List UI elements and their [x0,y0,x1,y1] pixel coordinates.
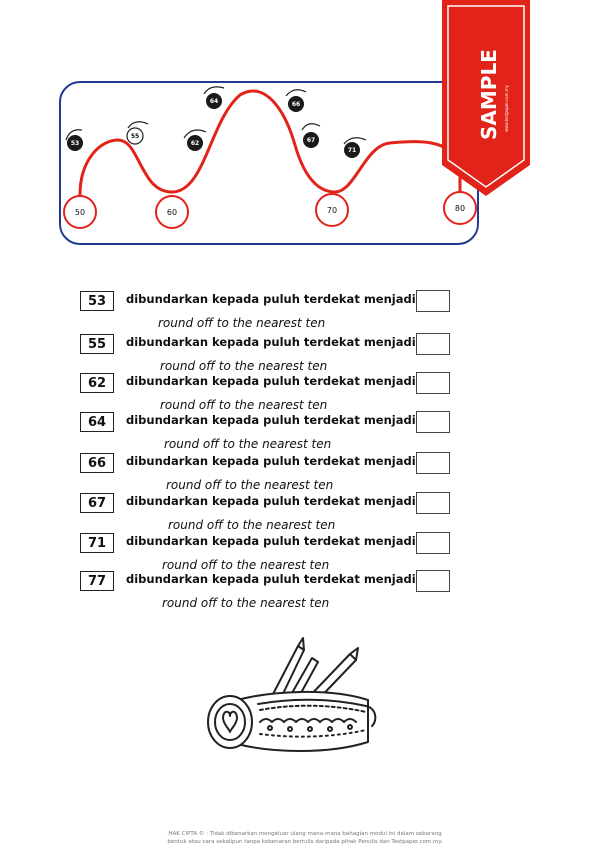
answer-box[interactable] [416,290,450,312]
ball-53 [66,130,83,151]
bubble-label: 80 [454,204,466,213]
number-box: 64 [80,412,114,432]
ball-66 [286,90,306,112]
answer-box[interactable] [416,333,450,355]
english-instruction: round off to the nearest ten [162,596,330,610]
malay-instruction: dibundarkan kepada puluh terdekat menjadi [126,454,416,468]
exercise-row [80,372,460,412]
malay-instruction: dibundarkan kepada puluh terdekat menjadi [126,335,416,349]
english-instruction: round off to the nearest ten [162,558,330,572]
ball-64 [204,87,224,109]
english-instruction: round off to the nearest ten [168,518,336,532]
ball-label: 55 [130,133,140,140]
answer-box[interactable] [416,411,450,433]
english-instruction: round off to the nearest ten [160,398,328,412]
hill-curve [80,91,460,200]
answer-box[interactable] [416,570,450,592]
footer-line-1: HAK CIPTA © : Tidak dibenarkan mengeluar ulang mana-mana bahagian modul ini dalam sebarang [168,831,442,837]
bubble-70 [316,194,348,226]
illustration-frame [60,82,478,244]
exercise-row [80,290,460,330]
exercise-row [80,570,460,610]
number-box: 66 [80,453,114,473]
number-box: 77 [80,571,114,591]
exercise-row [80,492,460,532]
exercise-row [80,452,460,492]
answer-box[interactable] [416,492,450,514]
ball-55 [127,122,148,144]
number-box: 71 [80,533,114,553]
exercise-row [80,532,460,572]
tens-bubbles [64,192,476,228]
footer-line-2: bentuk atau cara sekalipun tanpa kebenaran bertulis daripada pihak Penulis dan Testpaper.com.my. [167,839,443,845]
number-balls [66,87,366,158]
number-box: 62 [80,373,114,393]
malay-instruction: dibundarkan kepada puluh terdekat menjadi [126,572,416,586]
english-instruction: round off to the nearest ten [166,478,334,492]
ball-label: 66 [291,101,301,108]
ball-62 [184,130,206,151]
copyright-footer [140,830,470,846]
bubble-label: 50 [74,208,86,217]
number-box: 67 [80,493,114,513]
ball-label: 62 [190,140,200,147]
malay-instruction: dibundarkan kepada puluh terdekat menjadi [126,374,416,388]
bubble-50 [64,196,96,228]
pencil-case-illustration [200,630,380,760]
exercise-row [80,333,460,373]
sample-sub-label: www.testpaper.com.my [504,84,509,132]
english-instruction: round off to the nearest ten [158,316,326,330]
ball-label: 64 [209,98,219,105]
answer-box[interactable] [416,452,450,474]
ball-71 [344,138,366,158]
english-instruction: round off to the nearest ten [164,437,332,451]
english-instruction: round off to the nearest ten [160,359,328,373]
ball-67 [302,124,320,148]
sample-banner [440,0,532,200]
ball-label: 71 [347,147,357,154]
ball-label: 67 [306,137,316,144]
malay-instruction: dibundarkan kepada puluh terdekat menjadi [126,494,416,508]
malay-instruction: dibundarkan kepada puluh terdekat menjadi [126,413,416,427]
exercise-row [80,411,460,451]
malay-instruction: dibundarkan kepada puluh terdekat menjadi [126,292,416,306]
bubble-label: 60 [166,208,178,217]
sample-label: SAMPLE [477,49,501,140]
answer-box[interactable] [416,532,450,554]
number-box: 55 [80,334,114,354]
number-box: 53 [80,291,114,311]
bubble-60 [156,196,188,228]
ball-label: 53 [70,140,80,147]
malay-instruction: dibundarkan kepada puluh terdekat menjadi [126,534,416,548]
answer-box[interactable] [416,372,450,394]
bubble-label: 70 [326,206,338,215]
